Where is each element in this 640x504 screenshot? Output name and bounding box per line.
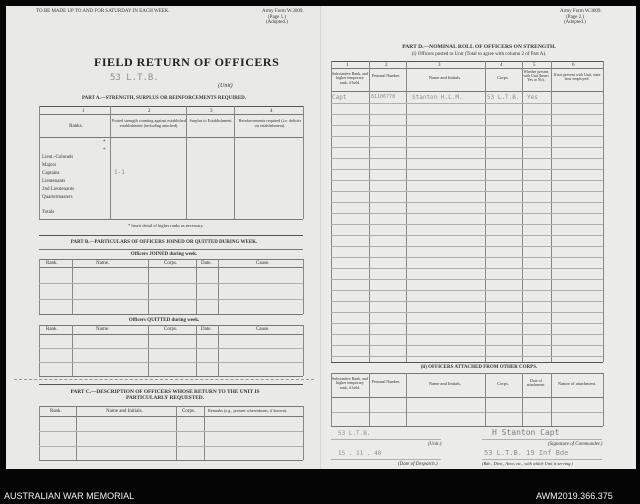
signature-handwritten: H Stanton Capt (492, 428, 560, 437)
roll-row-line (331, 345, 603, 346)
officer-present: Yes (527, 94, 538, 101)
col-reinforcements: Reinforcements required (i.e. deficits on establishment). (238, 118, 302, 128)
rank-captains: Captains (42, 171, 60, 176)
officer-name: Stanton H.L.M. (412, 94, 463, 101)
roll-row-line (331, 180, 603, 181)
rank-lieutenants: Lieutenants (42, 179, 66, 184)
location-handwritten: 53 L.T.B. 19 Inf Bde (484, 449, 569, 457)
roll-row-line (331, 323, 603, 324)
col-posted-strength: Posted strength counting against established establishment (including attached). (112, 118, 186, 128)
roll-row-line (331, 356, 603, 357)
roll-row-line (331, 246, 603, 247)
form-ref: Army Form W.3009. (262, 9, 304, 14)
joined-title: Officers JOINED during week. (130, 252, 198, 257)
roll-row-line (331, 158, 603, 159)
officer-number: 81106778 (371, 94, 396, 100)
rank-lieut-colonels: Lieut.-Colonels (42, 155, 74, 160)
roll-row-line (331, 114, 603, 115)
col-surplus: Surplus to Establishment. (189, 118, 233, 123)
roll-row-line (331, 125, 603, 126)
captains-value: 1-1 (114, 169, 125, 176)
rank-totals: Totals (42, 210, 55, 215)
top-note: TO BE MADE UP TO AND FOR SATURDAY IN EACH WEEK. (36, 9, 170, 14)
part-a-heading: PART A.—STRENGTH, SURPLUS OR REINFORCEMENTS REQUIRED. (81, 96, 247, 101)
footer-unit-handwritten: 53 L.T.B. (338, 430, 371, 437)
rank-quartermasters: Quartermasters (42, 195, 73, 200)
roll-row-line (331, 334, 603, 335)
left-page: TO BE MADE UP TO AND FOR SATURDAY IN EACH WEEK. Army Form W.3009. (Page 1.) (Adopted.) FIELD RETURN OF OFFICERS 53 L.T.B. (Unit) PART A.—STRENGTH, SURPLUS OR REINFORCEMENTS REQUIRED. 1 2 3 4 Ranks. Posted strength counting against established establishment (including attached). Surplus to Establishment. Reinforcements required (i.e. deficits on establishment). * * Lieut.-Colonels Majors Captains Lieutenants 2nd Lieutenants Quartermasters Totals 1-1 * Insert detail of higher ranks as necessary. PART B.—PARTICULARS OF OFFICERS JOINED OR QUITTED DURING WEEK. Officers JOINED during week. Rank. Name. Corps. Date. Cause. Officers QUITTED during week. Rank. Name. Corps. Date. Cause. PART C.—DESCRIPTION OF OFFICERS WHOSE RETURN TO THE UNIT IS PARTICULARLY REQUESTED. Rank. Name and Initials. Corps. Remarks (e.g., present whereabouts, if known). (6, 6, 322, 469)
right-page: Army Form W.3009. (Page 2.) (Adopted.) PART D.—NOMINAL ROLL OF OFFICERS ON STRENGTH. (i) Officers posted to Unit (Total to agree with column 2 of Part A). 1 2 3 4 5 6 Substantive Rank, and higher temporary rank, if held. Personal Number. Name and Initials. Corps. Whether present with Unit (Insert Yes or No). If not present with Unit, state how employed. Capt 81106778 Stanton H.L.M. 53 L.T.B. Yes (ii) OFFICERS ATTACHED FROM OTHER CORPS. Substantive Rank, and higher temporary rank, if held. Personal Number. Name and Initials. Corps. Date of attachment. Nature of attachment. 53 L.T.B. (Unit.) H Stanton Capt (Signature of Commander.) 15 . 11 . 40 (Date of Despatch.) 53 L.T.B. 19 Inf Bde (Bde., Divn., Area, etc., with which Unit is serving.) (322, 6, 636, 469)
page-title: FIELD RETURN OF OFFICERS (94, 55, 280, 69)
quitted-title: Officers QUITTED during week. (128, 318, 200, 323)
footer-unit-label: (Unit.) (428, 442, 442, 447)
despatch-label: (Date of Despatch.) (398, 462, 438, 467)
despatch-handwritten: 15 . 11 . 40 (338, 450, 382, 457)
roll-row-line (331, 169, 603, 170)
part-d-subheading: (i) Officers posted to Unit (Total to agree with column 2 of Part A). (411, 52, 547, 57)
col-ranks: Ranks. (69, 124, 83, 129)
roll-row-line (331, 235, 603, 236)
part-c-heading: PART C.—DESCRIPTION OF OFFICERS WHOSE RETURN TO THE UNIT IS PARTICULARLY REQUESTED. (70, 389, 260, 401)
roll-row-line (331, 301, 603, 302)
roll-row-line (331, 224, 603, 225)
footer-left-watermark: AUSTRALIAN WAR MEMORIAL (4, 491, 135, 501)
roll-row-line (331, 312, 603, 313)
attached-heading: (ii) OFFICERS ATTACHED FROM OTHER CORPS. (420, 365, 538, 370)
part-b-heading: PART B.—PARTICULARS OF OFFICERS JOINED OR QUITTED DURING WEEK. (70, 240, 258, 245)
roll-row-line (331, 103, 603, 104)
part-d-heading: PART D.—NOMINAL ROLL OF OFFICERS ON STRENGTH. (402, 44, 556, 50)
footer-right-watermark: AWM2019.366.375 (536, 491, 613, 501)
roll-row-line (331, 257, 603, 258)
roll-row-line (331, 191, 603, 192)
unit-label: (Unit) (218, 83, 233, 89)
form-page: (Page 1.) (268, 15, 287, 20)
location-label: (Bde., Divn., Area, etc., with which Unit is serving.) (482, 461, 573, 466)
roll-row-line (331, 279, 603, 280)
roll-row-line (331, 213, 603, 214)
part-a-footnote: * Insert detail of higher ranks as necessary. (128, 223, 204, 228)
form-ref-right: Army Form W.3009. (560, 9, 602, 14)
rank-2nd-lieutenants: 2nd Lieutenants (42, 187, 75, 192)
roll-row-line (331, 290, 603, 291)
roll-row-line (331, 268, 603, 269)
roll-row-line (331, 202, 603, 203)
rank-majors: Majors (42, 163, 57, 168)
form-adopted: (Adopted.) (266, 20, 288, 25)
roll-row-line (331, 147, 603, 148)
signature-label: (Signature of Commander.) (548, 442, 603, 447)
officer-rank: Capt (332, 94, 347, 101)
officer-corps: 53 L.T.B. (487, 94, 520, 101)
roll-row-line (331, 136, 603, 137)
unit-handwritten: 53 L.T.B. (110, 73, 159, 83)
